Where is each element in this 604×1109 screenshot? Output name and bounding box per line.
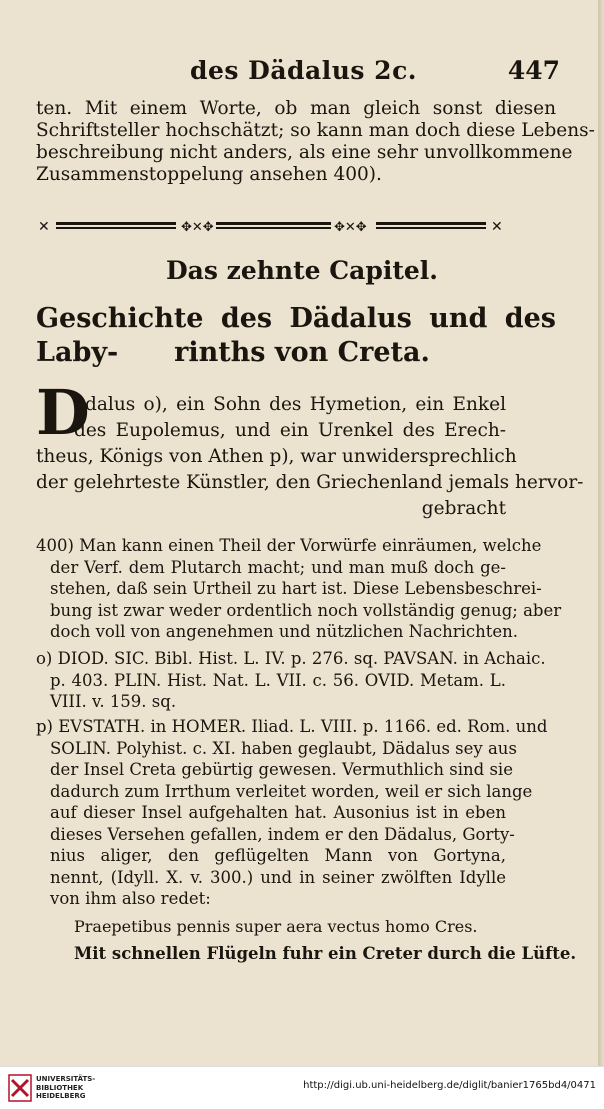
footnote-line: von ihm also redet: — [50, 889, 211, 908]
running-title: des Dädalus 2c. — [190, 56, 417, 85]
text-line: Schriftsteller hochschätzt; so kann man doch diese Lebens- — [36, 120, 595, 141]
footnote-line: p. 403. PLIN. Hist. Nat. L. VII. c. 56. OVID. Metam. L. — [50, 670, 506, 690]
intro-paragraph — [36, 98, 595, 186]
chapter-title-line-2: rinths von Creta. — [174, 337, 430, 368]
institution-line: HEIDELBERG — [36, 1092, 86, 1100]
drop-cap: D — [36, 376, 90, 449]
footnote-p — [36, 716, 577, 965]
svg-text:✕: ✕ — [38, 219, 50, 234]
page-header — [40, 56, 560, 96]
footnote-line: nennt, (Idyll. X. v. 300.) und in seiner zwölften Idylle — [50, 867, 506, 887]
footnote-line: doch voll von angenehmen und nützlichen Nachrichten. — [50, 622, 519, 641]
institution-line: BIBLIOTHEK — [36, 1083, 84, 1092]
source-url-link[interactable]: http://digi.ub.uni-heidelberg.de/diglit/banier1765bd4/0471 — [303, 1080, 596, 1091]
text-line: theus, Königs von Athen p), war unwidersprechlich — [36, 446, 517, 467]
footnote-line: bung ist zwar weder ordentlich noch vollständig genug; aber — [50, 600, 562, 620]
text-line: Zusammenstoppelung ansehen 400). — [36, 164, 382, 185]
footnote-line: der Insel Creta gebürtig gewesen. Vermuthlich sind sie — [50, 760, 513, 779]
footnote-o — [36, 648, 546, 713]
text-line: gebracht — [421, 498, 506, 519]
footnote-line: SOLIN. Polyhist. c. XI. haben geglaubt, Dädalus sey aus — [50, 738, 517, 758]
page-number: 447 — [507, 56, 560, 85]
library-logo-icon — [8, 1074, 32, 1102]
text-line: ten. Mit einem Worte, ob man gleich sonst diesen — [36, 98, 556, 119]
svg-text:✕: ✕ — [491, 219, 503, 234]
svg-text:✥✕✥: ✥✕✥ — [181, 220, 214, 234]
footnote-line: VIII. v. 159. sq. — [50, 692, 177, 711]
footnote-line: 400) Man kann einen Theil der Vorwürfe einräumen, welche — [36, 536, 542, 555]
footnote-line: auf dieser Insel aufgehalten hat. Ausonius ist in eben — [50, 803, 506, 822]
institution-line: UNIVERSITÄTS- — [36, 1075, 96, 1083]
ornament-divider — [36, 218, 510, 234]
chapter-heading: Das zehnte Capitel. — [166, 256, 438, 285]
footnote-line: der Verf. dem Plutarch macht; und man muß doch ge- — [50, 557, 506, 577]
latin-quote: Praepetibus pennis super aera vectus homo Cres. — [74, 916, 478, 936]
chapter-title-line-1: Geschichte des Dädalus und des Laby- — [36, 303, 556, 368]
svg-text:✥✕✥: ✥✕✥ — [334, 220, 367, 234]
text-line: des Eupolemus, und ein Urenkel des Erech- — [74, 420, 506, 441]
footnote-line: o) DIOD. SIC. Bibl. Hist. L. IV. p. 276. sq. PAVSAN. in Achaic. — [36, 649, 546, 668]
text-line: beschreibung nicht anders, als eine sehr unvollkommene — [36, 142, 573, 163]
footnote-line: dadurch zum Irrthum verleitet worden, weil er sich lange — [50, 781, 533, 801]
institution-name — [36, 1075, 95, 1101]
footnote-line: p) EVSTATH. in HOMER. Iliad. L. VIII. p. 1166. ed. Rom. und — [36, 717, 548, 736]
text-line: ädalus o), ein Sohn des Hymetion, ein Enkel — [74, 394, 506, 415]
footnote-400 — [36, 535, 562, 643]
footnote-line: stehen, daß sein Urtheil zu hart ist. Diese Lebensbeschrei- — [50, 579, 542, 598]
viewer-footer — [0, 1066, 604, 1109]
footnote-line: nius aliger, den geflügelten Mann von Gortyna, — [50, 846, 506, 865]
footnote-line: dieses Versehen gefallen, indem er den Dädalus, Gorty- — [50, 824, 515, 844]
text-line: der gelehrteste Künstler, den Griechenland jemals hervor- — [36, 472, 584, 493]
german-quote: Mit schnellen Flügeln fuhr ein Creter durch die Lüfte. — [74, 944, 577, 963]
main-paragraph — [36, 392, 584, 522]
